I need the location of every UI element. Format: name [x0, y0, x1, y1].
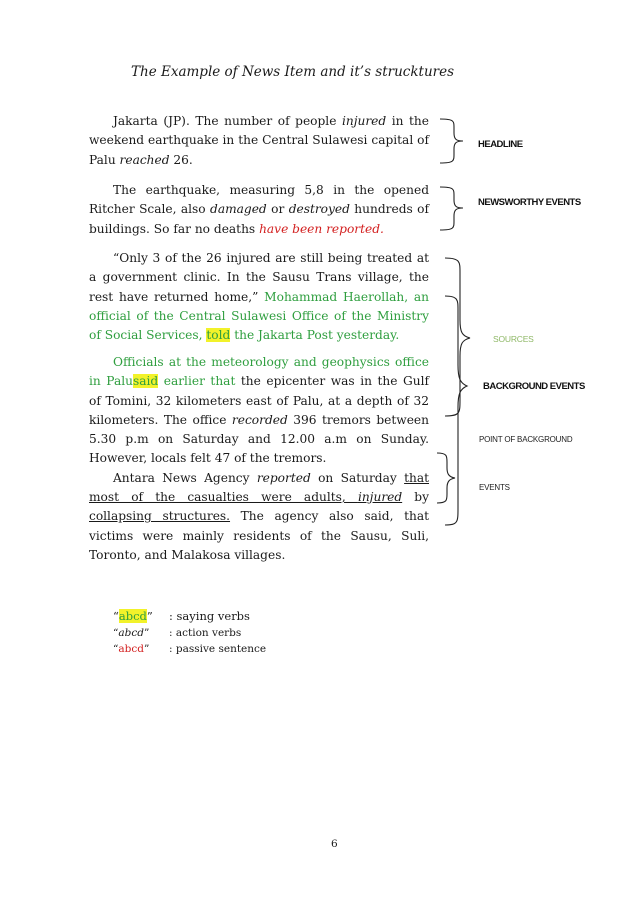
saying-verb: said	[132, 374, 159, 389]
action-verb: injured	[341, 114, 387, 128]
source-phrase: earlier that	[158, 374, 236, 389]
action-verb: injured	[357, 490, 403, 505]
text-run: by	[402, 490, 429, 505]
label-sources: SOURCES	[493, 334, 534, 344]
passive-phrase: have been reported.	[259, 221, 384, 236]
text-run: The agency also said, that victims were mainly residents of the Sausu, Suli, Toronto, and Malakosa villages.	[89, 509, 429, 562]
text-run: on Saturday	[310, 470, 405, 485]
legend-sample: abcd	[118, 609, 147, 623]
legend-action-verbs: “abcd” : action verbs	[113, 627, 242, 639]
text-run: 26.	[169, 152, 193, 167]
text-run: Jakarta (JP). The number of people	[113, 114, 342, 128]
legend-description: : passive sentence	[169, 643, 267, 655]
action-verb: damaged	[210, 202, 267, 217]
text-run: hundreds of buildings. So far no deaths	[89, 202, 429, 236]
action-verb: destroyed	[288, 202, 350, 217]
sources-bracket	[445, 258, 470, 416]
text-run: Antara News Agency	[113, 470, 257, 485]
source-phrase: Officials at the meteorology and geophysics office in Palu	[89, 355, 429, 389]
legend-passive-sentence: “abcd” : passive sentence	[113, 643, 267, 655]
legend-sample: abcd	[118, 643, 144, 655]
action-verb: recorded	[231, 412, 288, 427]
background-bracket	[445, 296, 467, 525]
label-background-events: BACKGROUND EVENTS	[483, 381, 585, 392]
label-newsworthy-events: NEWSWORTHY EVENTS	[478, 197, 581, 208]
text-run: the epicenter was in the Gulf of Tomini, 32 kilometers east of Palu, at a depth of 32 kilometers. The office	[89, 374, 429, 427]
legend-description: : action verbs	[169, 627, 242, 639]
action-verb: reached	[119, 152, 170, 167]
point-bracket	[437, 453, 455, 503]
saying-verb: told	[206, 328, 231, 343]
paragraph-newsworthy-events	[89, 181, 429, 239]
paragraph-background-events	[89, 353, 429, 565]
label-headline: HEADLINE	[478, 139, 523, 150]
page-number: 6	[331, 838, 338, 850]
document-title: The Example of News Item and it’s strucktures	[131, 64, 455, 80]
legend-description: : saying verbs	[169, 609, 250, 623]
label-point-of-background: POINT OF BACKGROUND	[479, 435, 573, 444]
text-run: in the weekend earthquake in the Central Sulawesi capital of Palu	[89, 114, 429, 167]
headline-bracket	[440, 119, 463, 163]
source-phrase: Mohammad Haerollah, an official of the Central Sulawesi Office of the Ministry of Social Services,	[89, 289, 429, 343]
text-run: or	[266, 202, 289, 217]
source-phrase: the Jakarta Post yesterday.	[230, 328, 400, 343]
legend-saying-verbs: “abcd” : saying verbs	[113, 609, 250, 623]
text-run: The earthquake, measuring 5,8 in the opened Ritcher Scale, also	[89, 183, 429, 217]
underlined-phrase: collapsing structures.	[89, 509, 231, 524]
legend-sample: abcd	[118, 627, 144, 639]
underlined-phrase: that most of the casualties were adults,	[89, 470, 430, 505]
paragraph-headline	[89, 112, 429, 170]
paragraph-source-quote	[89, 249, 429, 345]
text-run: 396 tremors between 5.30 p.m on Saturday and 12.00 a.m on Sunday. However, locals felt 47 of the tremors.	[89, 412, 429, 466]
text-run: “Only 3 of the 26 injured are still being treated at a government clinic. In the Sausu Trans village, the rest have returned home,”	[89, 251, 429, 304]
action-verb: reported	[256, 470, 311, 485]
newsworthy-bracket	[440, 187, 463, 230]
label-point-events: EVENTS	[479, 483, 510, 492]
